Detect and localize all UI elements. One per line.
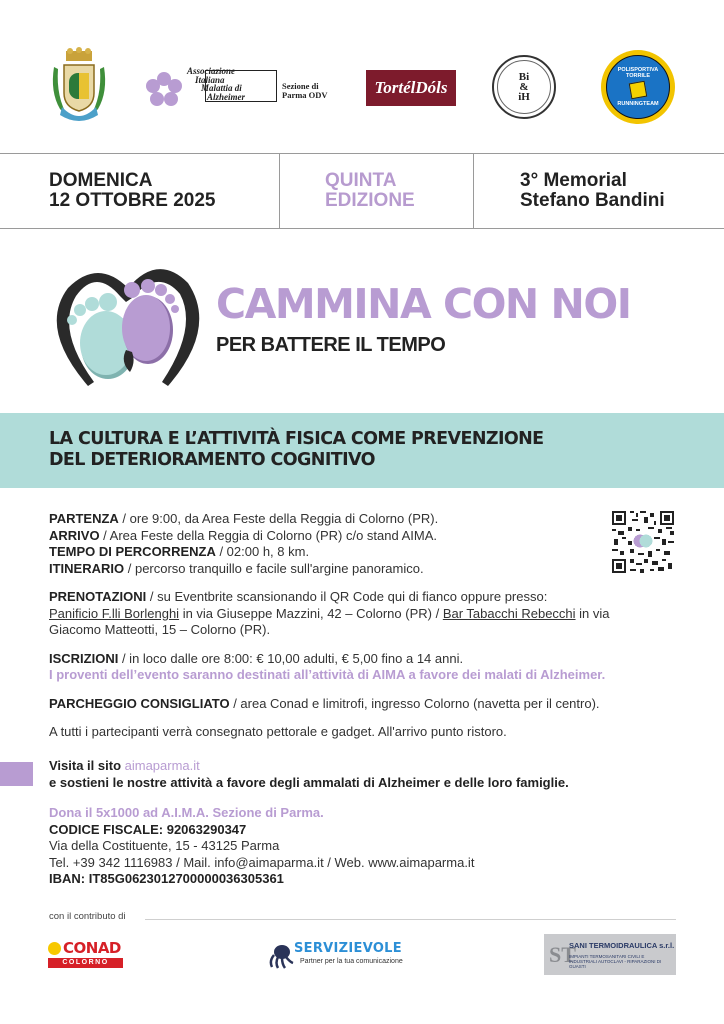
visit-prefix: Visita il sito <box>49 758 125 773</box>
memorial-title: 3° Memorial <box>520 170 627 191</box>
hero-title: CAMMINA CON NOI <box>216 280 631 328</box>
shop-borlenghi-address: in via Giuseppe Mazzini, 42 – Colorno (PR) / <box>179 605 443 621</box>
edition-label: EDIZIONE <box>325 190 415 211</box>
partenza-row <box>49 511 609 528</box>
conad-flower-icon <box>48 942 61 955</box>
aima-section-line-2: Parma ODV <box>282 90 328 100</box>
prenotazioni-label: PRENOTAZIONI <box>49 589 147 604</box>
shop-rebecchi-address: in via Giacomo Matteotti, 15 – Colorno (PR). <box>49 605 610 637</box>
iscrizioni-label: ISCRIZIONI <box>49 650 119 666</box>
sani-termoidraulica-logo <box>544 934 676 975</box>
aima-section-line-1: Sezione di <box>282 81 319 91</box>
qr-code-icon <box>610 509 676 575</box>
servizievole-tagline: Partner per la tua comunicazione <box>300 958 403 965</box>
divider <box>279 154 280 228</box>
aima-line-1: Associazione <box>187 66 236 76</box>
prevention-line-2: DEL DETERIORAMENTO COGNITIVO <box>49 450 375 470</box>
accent-marker <box>0 762 33 786</box>
itinerario-value: / percorso tranquillo e facile sull'argine panoramico. <box>124 560 424 576</box>
gadget-note: A tutti i partecipanti verrà consegnato pettorale e gadget. All'arrivo punto ristoro. <box>49 724 507 739</box>
shop-borlenghi: Panificio F.lli Borlenghi <box>49 605 180 621</box>
feet-heart-logo <box>48 258 210 390</box>
running-team-badge <box>606 55 670 119</box>
aima-line-3: Malattia di <box>201 83 242 93</box>
visit-support-text: e sostieni le nostre attività a favore degli ammalati di Alzheimer e delle loro famiglie. <box>49 775 569 790</box>
event-info-strip <box>0 153 724 229</box>
conad-name: CONAD <box>63 939 121 957</box>
iscrizioni-info <box>49 651 649 684</box>
hero-subtitle: PER BATTERE IL TEMPO <box>216 334 446 356</box>
sani-name: SANI TERMOIDRAULICA s.r.l. <box>569 941 675 950</box>
iscrizioni-value: / in loco dalle ore 8:00: € 10,00 adulti, € 5,00 fino a 14 anni. <box>118 650 464 666</box>
runner-mascot-icon <box>629 81 648 100</box>
contacts: Tel. +39 342 1116983 / Mail. info@aimaparma.it / Web. www.aimaparma.it <box>49 854 475 870</box>
parcheggio-info <box>49 696 649 713</box>
bi-ih-logo <box>492 55 556 119</box>
route-info <box>49 511 609 577</box>
conad-sub: COLORNO <box>48 958 123 968</box>
website-link[interactable]: aimaparma.it <box>124 758 200 773</box>
event-date <box>49 154 216 228</box>
octopus-icon <box>268 943 294 969</box>
running-team-bottom: RUNNINGTEAM <box>617 101 659 107</box>
iban: IBAN: IT85G0623012700000036305361 <box>49 871 284 886</box>
donate-heading: Dona il 5x1000 ad A.I.M.A. Sezione di Parma. <box>49 805 324 820</box>
prenotazioni-value: / su Eventbrite scansionando il QR Code qui di fianco oppure presso: <box>146 589 548 604</box>
aima-line-2: Italiana <box>195 74 225 85</box>
crest-icon <box>48 47 110 123</box>
itinerario-row <box>49 561 609 578</box>
parcheggio-value: / area Conad e limitrofi, ingresso Colorno (navetta per il centro). <box>229 695 600 711</box>
event-details <box>49 511 609 753</box>
crest-logo <box>48 47 110 123</box>
edition-number: QUINTA <box>325 170 397 191</box>
prenotazioni-info <box>49 589 629 639</box>
address: Via della Costituente, 15 - 43125 Parma <box>49 838 280 853</box>
proventi-note: I proventi dell’evento saranno destinati all’attività di AIMA a favore dei malati di Alzheimer. <box>49 667 606 682</box>
running-team-top: POLISPORTIVA TORRILE <box>617 67 659 79</box>
parcheggio-label: PARCHEGGIO CONSIGLIATO <box>49 695 230 711</box>
event-edition <box>325 154 415 228</box>
event-day: DOMENICA <box>49 170 153 191</box>
partenza-label: PARTENZA <box>49 511 119 526</box>
arrivo-value: / Area Feste della Reggia di Colorno (PR) c/o stand AIMA. <box>99 527 438 543</box>
running-team-logo <box>601 50 675 124</box>
tortel-dols-text: TortélDóls <box>374 78 448 97</box>
memorial-name: Stefano Bandini <box>520 190 665 211</box>
partenza-value: / ore 9:00, da Area Feste della Reggia di Colorno (PR). <box>118 511 439 526</box>
aima-line-4: Alzheimer <box>207 91 246 102</box>
tempo-row <box>49 544 609 561</box>
visit-site <box>49 757 569 791</box>
sani-sub: IMPIANTI TERMOSANITARI CIVILI E INDUSTRIALI AUTOCLAVI - RIPARAZIONI DI GUASTI <box>569 954 662 969</box>
flower-icon <box>145 71 183 107</box>
prevention-line-1: LA CULTURA E L’ATTIVITÀ FISICA COME PREVENZIONE <box>49 429 544 449</box>
conad-logo <box>48 939 123 971</box>
ih-text: iH <box>518 91 530 103</box>
tempo-label: TEMPO DI PERCORRENZA <box>49 544 216 559</box>
sponsors-divider <box>145 919 676 920</box>
bi-ih-inner <box>497 60 551 114</box>
memorial <box>520 154 665 228</box>
prevention-band <box>0 413 724 488</box>
servizievole-logo <box>268 940 403 972</box>
arrivo-row <box>49 528 609 545</box>
shop-rebecchi: Bar Tabacchi Rebecchi <box>442 605 576 621</box>
itinerario-label: ITINERARIO <box>49 560 125 576</box>
tortel-dols-logo <box>366 70 456 106</box>
prevention-heading <box>49 429 544 471</box>
aima-name <box>187 67 245 101</box>
sani-mark: ST <box>549 942 576 967</box>
arrivo-label: ARRIVO <box>49 527 100 543</box>
aima-logo <box>145 67 335 109</box>
divider <box>473 154 474 228</box>
bi-amp: & <box>519 81 529 93</box>
servizievole-name: SERVIZIEVOLE <box>294 941 402 956</box>
codice-fiscale: CODICE FISCALE: 92063290347 <box>49 821 247 837</box>
donation-info <box>49 805 474 888</box>
sponsors-label: con il contributo di <box>49 911 126 922</box>
aima-section <box>282 82 328 100</box>
eventbrite-qr-code[interactable] <box>610 509 676 575</box>
tempo-value: / 02:00 h, 8 km. <box>215 544 310 559</box>
feet-heart-icon <box>48 258 210 390</box>
bi-text: Bi <box>518 71 530 83</box>
event-date-text: 12 OTTOBRE 2025 <box>49 190 216 211</box>
